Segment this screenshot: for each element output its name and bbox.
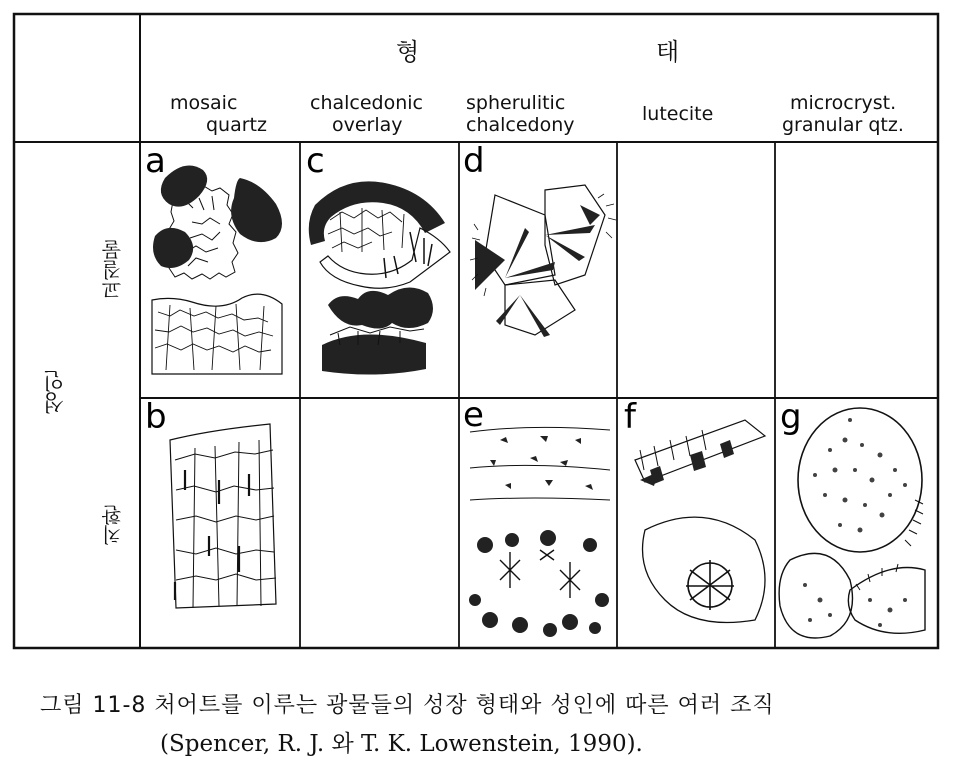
- figure-caption-line1: 그림 11-8 처어트를 이루는 광물들의 성장 형태와 성인에 따른 여러 조직: [40, 693, 775, 718]
- col-header-line1: microcryst.: [790, 92, 897, 114]
- col-header-line2: chalcedony: [466, 114, 575, 136]
- illustration-a: [152, 166, 282, 375]
- col-header-mosaic-quartz: [170, 92, 290, 136]
- col-header-line1: spherulitic: [466, 92, 566, 114]
- col-header-line1: mosaic: [170, 92, 238, 114]
- figure-caption-line2: (Spencer, R. J. 와 T. K. Lowenstein, 1990).: [160, 731, 643, 757]
- col-header-line1: chalcedonic: [310, 92, 423, 114]
- col-header-lutecite: [642, 103, 762, 125]
- cell-label-a: a: [145, 141, 166, 181]
- illustration-d: [470, 185, 616, 337]
- col-header-line2: overlay: [332, 114, 403, 136]
- col-header-line2: granular qtz.: [782, 114, 904, 136]
- illustration-b: [170, 424, 276, 608]
- row-label-colloidal: 교질물: [101, 240, 125, 300]
- col-header-microcryst: [782, 92, 932, 136]
- row-label-replacement: 치환: [101, 505, 125, 545]
- col-header-spherulitic-chalcedony: [466, 92, 611, 136]
- illustration-c: [309, 181, 450, 374]
- cell-label-d: d: [463, 141, 485, 181]
- col-header-chalcedonic-overlay: [310, 92, 455, 136]
- cell-label-g: g: [780, 397, 802, 437]
- cell-label-b: b: [145, 397, 167, 437]
- illustration-g: [779, 408, 925, 638]
- col-header-line2: quartz: [206, 114, 267, 136]
- illustration-e: [469, 427, 610, 637]
- cell-label-e: e: [463, 395, 484, 435]
- cell-label-c: c: [306, 141, 325, 181]
- col-header-line1: lutecite: [642, 103, 714, 125]
- row-group-label-origin: 성인: [43, 370, 68, 414]
- cell-label-f: f: [624, 397, 636, 437]
- header-tae: 태: [656, 38, 680, 66]
- illustration-f: [635, 420, 765, 623]
- header-hyeong: 형: [396, 38, 420, 66]
